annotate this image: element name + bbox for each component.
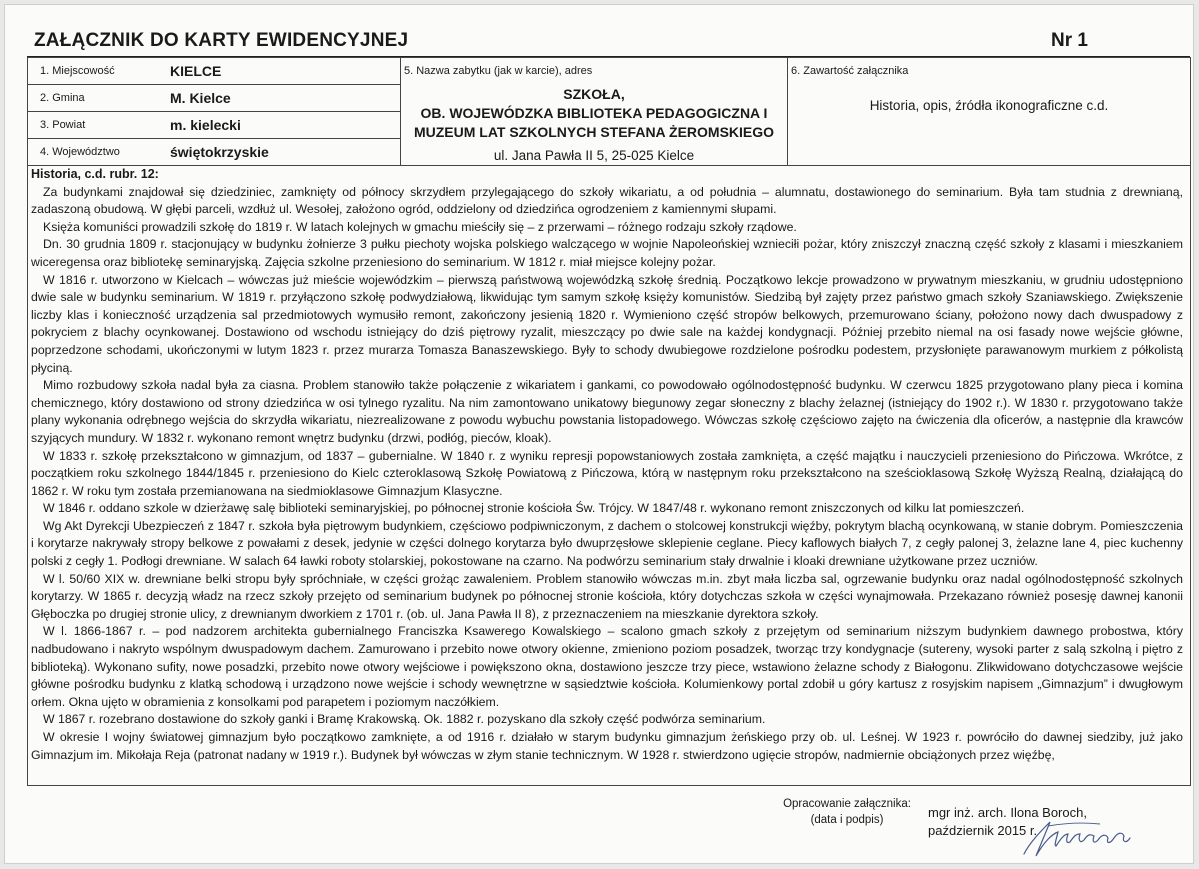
contents-cell bbox=[788, 58, 1191, 166]
document-title: ZAŁĄCZNIK DO KARTY EWIDENCYJNEJ bbox=[34, 30, 409, 51]
commune-label: 2. Gmina bbox=[40, 92, 85, 104]
history-paragraph: W l. 1866-1867 r. – pod nadzorem architekta gubernialnego Franciszka Ksawerego Kowalskiego – scalono gmach szkoły z przejętym od seminarium niższym budynkiem dawnego probostwa, który nadbudowano i nakryto wspólnym dwuspadowym dachem. Zamurowano i przebito nowe otwory okienne, zmieniono poziom posadzek, tworząc trzy kondygnacje (sutereny, wysoki parter z salą szkolną i piętro z biblioteką). Wykonano sufity, nowe posadzki, przebito nowe otwory wejściowe i powiększono okna, dostawiono jeszcze trzy piece, wstawiono żelazne schody z Białogonu. Zlikwidowano dotychczasowe wejście główne pośrodku budynku z klatką schodową i urządzono nowe wejście i schody wewnętrzne w sąsiedztwie kościoła. Kolumienkowy portal zdobił u góry kartusz z rosyjskim napisem „Gimnazjum” i dwugłowym orłem. Okna ujęto w obramienia z konsolkami pod parapetem i poziomym naczółkiem. bbox=[31, 624, 1183, 709]
history-heading: Historia, c.d. rubr. 12: bbox=[31, 167, 159, 181]
history-paragraph: W 1846 r. oddano szkole w dzierżawę salę biblioteki seminaryjskiej, po północnej stronie kościoła Św. Trójcy. W 1847/48 r. wykonano remont zniszczonych od kilku lat pomieszczeń. bbox=[43, 501, 1025, 516]
author-name: mgr inż. arch. Ilona Boroch, bbox=[928, 805, 1087, 820]
county-cell bbox=[28, 112, 401, 139]
history-paragraph: Księża komuniści prowadzili szkołę do 1819 r. W latach kolejnych w gmachu mieściły się – z przerwami – różnego rodzaju szkoły rządowe. bbox=[43, 219, 797, 234]
locality-value: KIELCE bbox=[170, 63, 222, 79]
monument-name bbox=[401, 85, 787, 142]
history-paragraph: Za budynkami znajdował się dziedziniec, zamknięty od północy skrzydłem przylegającego do szkoły wikariatu, a od południa – alumnatu, dostawionego do seminarium. Była tam studnia z drewnianą, zadaszoną obudową. W głębi parceli, wzdłuż ul. Wesołej, założono ogród, oddzielony od dziedzińca ogrodzeniem z kamiennymi słupami. bbox=[31, 184, 1183, 217]
contents-value: Historia, opis, źródła ikonograficzne c.d. bbox=[869, 98, 1109, 113]
monument-cell bbox=[401, 58, 788, 166]
locality-label: 1. Miejscowość bbox=[40, 65, 115, 77]
history-paragraph: W 1833 r. szkołę przekształcono w gimnazjum, od 1837 – gubernialne. W 1840 r. z wyniku represji popowstaniowych została zamknięta, a część majątku i nauczycieli przeniesiono do Pińczowa. Wkrótce, z początkiem roku szkolnego 1844/1845 r. przeniesiono do Kielc czteroklasową Szkołę Powiatową z Pińczowa, którą w następnym roku przekształcono na sześcioklasową Szkołę Wyższą Realną, działającą do 1862 r. W roku tym została przemianowana na siedmioklasowe Gimnazjum Klasyczne. bbox=[31, 448, 1183, 498]
history-paragraph: Mimo rozbudowy szkoła nadal była za ciasna. Problem stanowiło także połączenie z wikariatem i gankami, co powodowało ogólnodostępność budynku. W czerwcu 1825 przygotowano plany pieca i komina chemicznego, który dostawiono od strony dziedzińca w osi tylnego ryzalitu. Na nim zamontowano unikatowy biegunowy zegar słoneczny z blachy żelaznej (istniejący do 1902 r.). W 1830 r. przygotowano także plany wykonania odrębnego wejścia do skrzydła wikariatu, niezrealizowane z powodu wybuchu powstania listopadowego. Wówczas szkołę częściowo zajęto na ćwiczenia dla oficerów, a następnie dla krawców szyjących mundury. W 1832 r. wykonano remont wnętrz budynku (drzwi, podłóg, pieców, kloak). bbox=[31, 378, 1183, 445]
history-paragraph: W okresie I wojny światowej gimnazjum było początkowo zamknięte, a od 1916 r. działało w starym budynku gimnazjum żeńskiego przy ob. ul. Leśnej. W 1923 r. powróciło do dawnej siedziby, już jako Gimnazjum im. Mikołaja Reja (patronat nadany w 1919 r.). Budynek był wówczas w złym stanie technicznym. W 1928 r. stwierdzono ugięcie stropów, nadmiernie obciążonych przez więźbę, bbox=[31, 730, 1183, 762]
prepared-date: październik 2015 r. bbox=[928, 823, 1038, 838]
contents-label: 6. Zawartość załącznika bbox=[791, 65, 909, 77]
prepared-by-label bbox=[782, 796, 912, 828]
history-section bbox=[31, 166, 1183, 764]
monument-name-line: OB. WOJEWÓDZKA BIBLIOTEKA PEDAGOGICZNA I bbox=[420, 105, 768, 121]
monument-label: 5. Nazwa zabytku (jak w karcie), adres bbox=[404, 65, 593, 77]
prepared-label-line: Opracowanie załącznika: bbox=[783, 798, 911, 810]
history-paragraph: Dn. 30 grudnia 1809 r. stacjonujący w budynku żołnierze 3 pułku piechoty wojska polskiego walczącego w wojnie Napoleońskiej wznieciłi pożar, który zniszczył znaczną część szkoły z klasami i mieszkaniem wiceregensa oraz bibliotekę seminaryjską. Zajęcia szkolne przeniesiono do seminarium. W 1812 r. miał miejsce kolejny pożar. bbox=[31, 237, 1183, 269]
history-paragraph: Wg Akt Dyrekcji Ubezpieczeń z 1847 r. szkoła była piętrowym budynkiem, częściowo podpiwniczonym, z dachem o stolcowej konstrukcji więźby, pokrytym blachą ocynkowaną, w stanie dobrym. Pomieszczenia i korytarze nakrywały stropy belkowe z powałami z desek, jedynie w części dolnego korytarza było dwuprzęsłowe sklepienie ceglane. Piecy kaflowych białych 7, z cegły palonej 3, żelazne lane 4, piec kuchenny polski z cegły 1. Podłogi drewniane. W salach 64 ławki roboty stolarskiej, pokostowane na czarno. Na podwórzu seminarium stały drwalnie i kloaki drewniane użytkowane przez uczniów. bbox=[31, 518, 1183, 569]
monument-address: ul. Jana Pawła II 5, 25-025 Kielce bbox=[493, 148, 695, 163]
handwritten-signature-icon bbox=[1020, 812, 1135, 862]
attachment-number: Nr 1 bbox=[1051, 30, 1088, 51]
commune-value: M. Kielce bbox=[170, 90, 231, 106]
history-paragraph: W 1867 r. rozebrano dostawione do szkoły ganki i Bramę Krakowską. Ok. 1882 r. pozyskano dla szkoły część podwórza seminarium. bbox=[43, 712, 766, 727]
history-paragraph: W l. 50/60 XIX w. drewniane belki stropu były spróchniałe, w części grożąc zawaleniem. Problem stanowiło wówczas m.in. zbyt mała liczba sal, ogrzewanie budynku oraz nadal ogólnodostępność szkolnych korytarzy. W 1865 r. decyzją władz na rzecz szkoły przejęto od seminarium budynek po północnej stronie kościoła, który dotychczas szkoła w części wynajmowała. Przekazano również posesję dawnej kanonii Głęboczka po drugiej stronie ulicy, z drewnianym dworkiem z 1701 r. (ob. ul. Jana Pawła II 8), z przeznaczeniem na mieszkanie dyrektora szkoły. bbox=[31, 571, 1183, 621]
monument-name-line: MUZEUM LAT SZKOLNYCH STEFANA ŻEROMSKIEGO bbox=[413, 124, 775, 140]
voivodeship-label: 4. Województwo bbox=[40, 146, 120, 158]
metadata-table bbox=[27, 57, 1191, 166]
prepared-label-line: (data i podpis) bbox=[810, 814, 884, 826]
voivodeship-cell bbox=[28, 139, 401, 166]
locality-cell bbox=[28, 58, 401, 85]
history-paragraph: W 1816 r. utworzono w Kielcach – wówczas już mieście wojewódzkim – pierwszą państwową wojewódzką szkołę średnią. Początkowo lekcje prowadzono w prywatnym mieszkaniu, w grudniu udostępniono dwie sale w budynku seminarium. W 1819 r. przyłączono szkołę podwydziałową, likwidując tym samym szkołę księży komunistów. Siedzibą był zajęty przez państwo gmach szkoły Szaniawskiego. Zwiększenie liczby klas i konieczność urządzenia sal przedmiotowych wymusiło remont, zakończony jesienią 1820 r. Wymieniono część stropów belkowych, przemurowano ściany, położono nowy dach dwuspadowy z pokryciem z blachy ocynkowanej. Dostawiono od wschodu istniejący do dziś piętrowy ryzalit, mieszczący po dwie sale na każdej kondygnacji. Później przebito niemal na osi fasady nowe wejście główne, poprzedzone schodami, ukończonymi w lutym 1823 r. przez murarza Tomasza Banaszewskiego. Były to schody dwubiegowe rozdzielone pośrodku podestem, przysłonięte parawanowym murkiem z półkolistą płyciną. bbox=[31, 272, 1183, 375]
voivodeship-value: świętokrzyskie bbox=[170, 144, 269, 160]
commune-cell bbox=[28, 85, 401, 112]
county-label: 3. Powiat bbox=[40, 119, 86, 131]
monument-name-line: SZKOŁA, bbox=[563, 86, 625, 102]
county-value: m. kielecki bbox=[170, 117, 241, 133]
